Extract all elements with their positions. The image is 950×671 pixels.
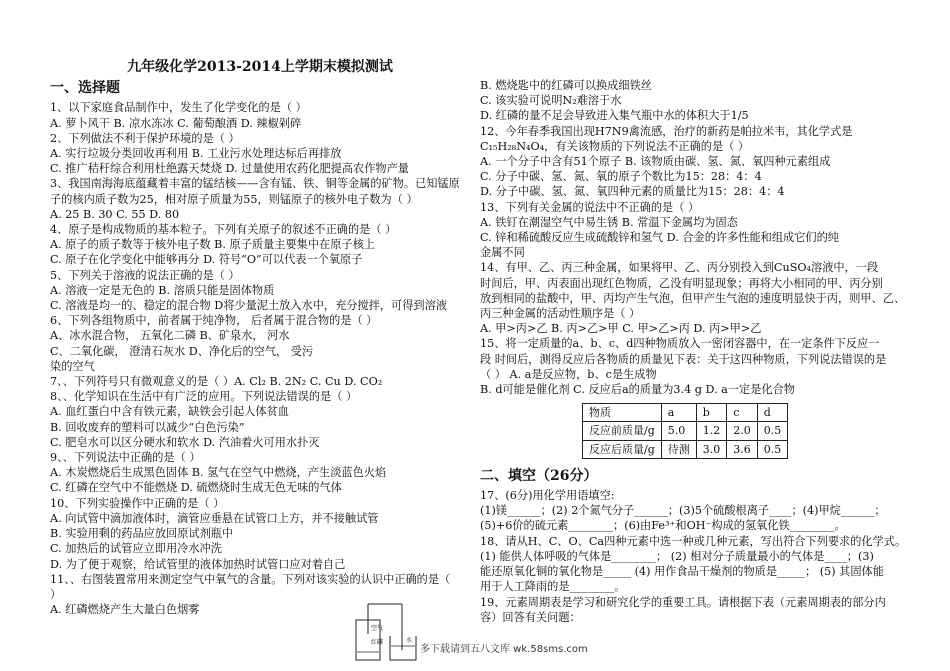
text-line: A. 实行垃圾分类回收再利用 B. 工业污水处理达标后再排放 [50,147,342,161]
text-line: C. 推广秸秆综合利用杜绝露天焚烧 D. 过量使用农药化肥提高农作物产量 [50,162,409,176]
text-line: ） [50,587,62,601]
table-cell: 0.5 [757,422,788,440]
text-line: A、冰水混合物， 五氧化二磷 B、矿泉水， 河水 [50,329,290,343]
table-cell: 待测 [661,440,696,458]
table-cell: 2.0 [727,422,758,440]
text-line: (1) 能供人体呼吸的气体是________； (2) 相对分子质量最小的气体是____；(3) [480,549,874,563]
text-line: （ ） A. a是反应物，b、c是生成物 [480,367,657,381]
text-line: 2、下列做法不利于保护环境的是（ ） [50,131,240,145]
right-column [480,78,907,625]
text-line: 丙三种金属的活动性顺序是（ ） [480,307,641,321]
text-line: 5、下列关于溶液的说法正确的是（ ） [50,268,240,282]
text-line: (1)镁______；(2) 2个氮气分子______；(3)5个硫酸根离子____；(4)甲烷______； [480,504,886,518]
table-cell: b [696,404,727,422]
text-line: 段 时间后，测得反应后各物质的质量见下表：关于这四种物质，下列说法错误的是 [480,352,887,366]
text-line: 10、下列实验操作中正确的是（ ） [50,496,225,510]
text-line: C. 该实验可说明N₂难溶于水 [480,94,622,108]
table-row [583,440,788,458]
table-cell: 5.0 [661,422,696,440]
text-line: C. 红磷在空气中不能燃烧 D. 硫燃烧时生成无色无味的气体 [50,481,342,495]
text-line: A. 原子的质子数等于核外电子数 B. 原子质量主要集中在原子核上 [50,238,375,252]
apparatus-figure [350,600,420,668]
text-line: A. 向试管中滴加液体时，滴管应垂悬在试管口上方，并不接触试管 [50,511,379,525]
text-line: 15、将一定质量的a、b、c、d四种物质放入一密闭容器中，在一定条件下反应一 [480,337,880,351]
text-line: 14、有甲、乙、丙三种金属，如果将甲、乙、丙分别投入到CuSO₄溶液中，一段 [480,261,879,275]
text-line: 能还原氧化铜的氧化物是_____ (4) 用作食品干燥剂的物质是_____； (5) 其固体能 [480,565,884,579]
text-line: 子的核内质子数为25，相对原子质量为55，则锰原子的核外电子数为（ ） [50,192,418,206]
text-line: D. 为了便于观察，给试管里的液体加热时试管口应对着自己 [50,557,346,571]
text-line: C. 锌和稀硫酸反应生成硫酸锌和氢气 D. 合金的许多性能和组成它们的纯 [480,231,839,245]
text-line: C. 溶液是均一的、稳定的混合物 D将少量泥土放入水中，充分搅拌，可得到溶液 [50,299,447,313]
text-line: 金属不同 [480,246,525,260]
table-cell: 反应后质量/g [583,440,662,458]
text-line: 11、、右图装置常用来测定空气中氧气的含量。下列对该实验的认识中正确的是（ [50,572,451,586]
text-line: A. 甲>丙>乙 B. 丙>乙>甲 C. 甲>乙>丙 D. 丙>甲>乙 [480,322,762,336]
text-line: 13、下列有关金属的说法中不正确的是（ ） [480,200,700,214]
text-line: 19、元素周期表是学习和研究化学的重要工具。请根据下表（元素周期表的部分内 [480,595,886,609]
text-line: A. 溶液一定是无色的 B. 溶质只能是固体物质 [50,283,275,297]
table-cell: 1.2 [696,422,727,440]
footer-watermark: 多下载请到五八文库 wk.58sms.com [420,644,588,655]
text-line: A. 萝卜风干 B. 凉水冻冰 C. 葡萄酿酒 D. 辣椒剁碎 [50,116,302,130]
apparatus-label: 红磷 [371,639,384,646]
apparatus-label: 水 [406,637,413,644]
text-line: B. d可能是催化剂 C. 反应后a的质量为3.4 g D. a一定是化合物 [480,383,795,397]
text-line: 6、下列各组物质中，前者属于纯净物， 后者属于混合物的是（ ） [50,314,378,328]
text-line: 用于人工降雨的是________。 [480,580,626,594]
text-line: D. 分子中碳、氢、氮、氧四种元素的质量比为15：28：4：4 [480,185,785,199]
text-line: A. 木炭燃烧后生成黑色固体 B. 氢气在空气中燃烧，产生淡蓝色火焰 [50,466,387,480]
text-line: C. 原子在化学变化中能够再分 D. 符号“O”可以代表一个氧原子 [50,253,363,267]
table-cell: c [727,404,758,422]
text-line: C、二氧化碳， 澄清石灰水 D、净化后的空气， 受污 [50,344,314,358]
text-line: 4、原子是构成物质的基本粒子。下列有关原子的叙述不正确的是（ ） [50,223,397,237]
text-line: 放到相同的盐酸中，甲、丙均产生气泡，但甲产生气泡的速度明显快于丙，则甲、乙、 [480,291,906,305]
text-line: A. 一个分子中含有51个原子 B. 该物质由碳、氢、氮、氧四种元素组成 [480,155,831,169]
text-line: A. 铁钉在潮湿空气中易生锈 B. 常温下金属均为固态 [480,215,738,229]
text-line: 7、、下列符号只有微观意义的是（ ）A. Cl₂ B. 2N₂ C. Cu D. CO₂ [50,375,383,389]
apparatus-diagram [350,600,420,664]
page-title: 九年级化学2013-2014上学期末模拟测试 [127,59,393,75]
fill-questions [480,488,907,625]
text-line: A. 红磷燃烧产生大量白色烟雾 [50,603,200,617]
table-cell: 3.6 [727,440,758,458]
text-line: B. 实验用剩的药品应放回原试剂瓶中 [50,527,234,541]
section-heading-fill: 二、填空（26分） [480,467,598,484]
left-column [50,0,470,617]
text-line: 染的空气 [50,359,95,373]
apparatus-label: 空气 [371,625,384,632]
text-line: C. 肥皂水可以区分硬水和软水 D. 汽油着火可用水扑灭 [50,435,320,449]
table-cell: 反应前质量/g [583,422,662,440]
text-line: 12、今年春季我国出现H7N9禽流感，治疗的新药是帕拉米韦，其化学式是 [480,124,853,138]
text-line: 17、(6分)用化学用语填空: [480,489,615,503]
text-line: 18、请从H、C、O、Ca四种元素中选一种或几种元素，写出符合下列要求的化学式。 [480,534,907,548]
text-line: 9、、下列说法中正确的是（ ） [50,451,201,465]
text-line: C. 分子中碳、氢、氮、氧的原子个数比为15：28：4：4 [480,170,762,184]
text-line: B. 回收废弃的塑料可以减少“白色污染” [50,420,245,434]
table-cell: 3.0 [696,440,727,458]
text-line: 1、以下家庭食品制作中，发生了化学变化的是（ ） [50,101,307,115]
text-line: A. 25 B. 30 C. 55 D. 80 [50,207,180,221]
left-questions [50,100,470,617]
text-line: C. 加热后的试管应立即用冷水冲洗 [50,542,222,556]
text-line: 3、我国南海海底蕴藏着丰富的锰结核——含有锰、铁、铜等金属的矿物。已知锰原 [50,177,460,191]
text-line: 容）回答有关问题： [480,610,581,624]
table-header-row [583,404,788,422]
text-line: 时间后，甲、丙表面出现红色物质，乙没有明显现象；再将大小相同的甲、丙分别 [480,276,883,290]
text-line: B. 燃烧匙中的红磷可以换成细铁丝 [480,79,652,92]
table-cell: d [757,404,788,422]
table-cell: 0.5 [757,440,788,458]
mass-table [582,403,788,459]
right-questions [480,78,906,397]
table-cell: a [661,404,696,422]
table-row [583,422,788,440]
section-heading-choice: 一、选择题 [50,80,120,97]
table-cell: 物质 [583,404,662,422]
text-line: A. 血红蛋白中含有铁元素，缺铁会引起人体贫血 [50,405,289,419]
text-line: C₁₅H₂₈N₄O₄，有关该物质的下列说法不正确的是（ ） [480,139,750,153]
text-line: D. 红磷的量不足会导致进入集气瓶中水的体积大于1/5 [480,109,749,123]
text-line: (5)+6价的硫元素________；(6)由Fe³⁺和OH⁻构成的氢氧化铁________。 [480,519,846,533]
text-line: 8、、化学知识在生活中有广泛的应用。下列说法错误的是（ ） [50,390,358,404]
